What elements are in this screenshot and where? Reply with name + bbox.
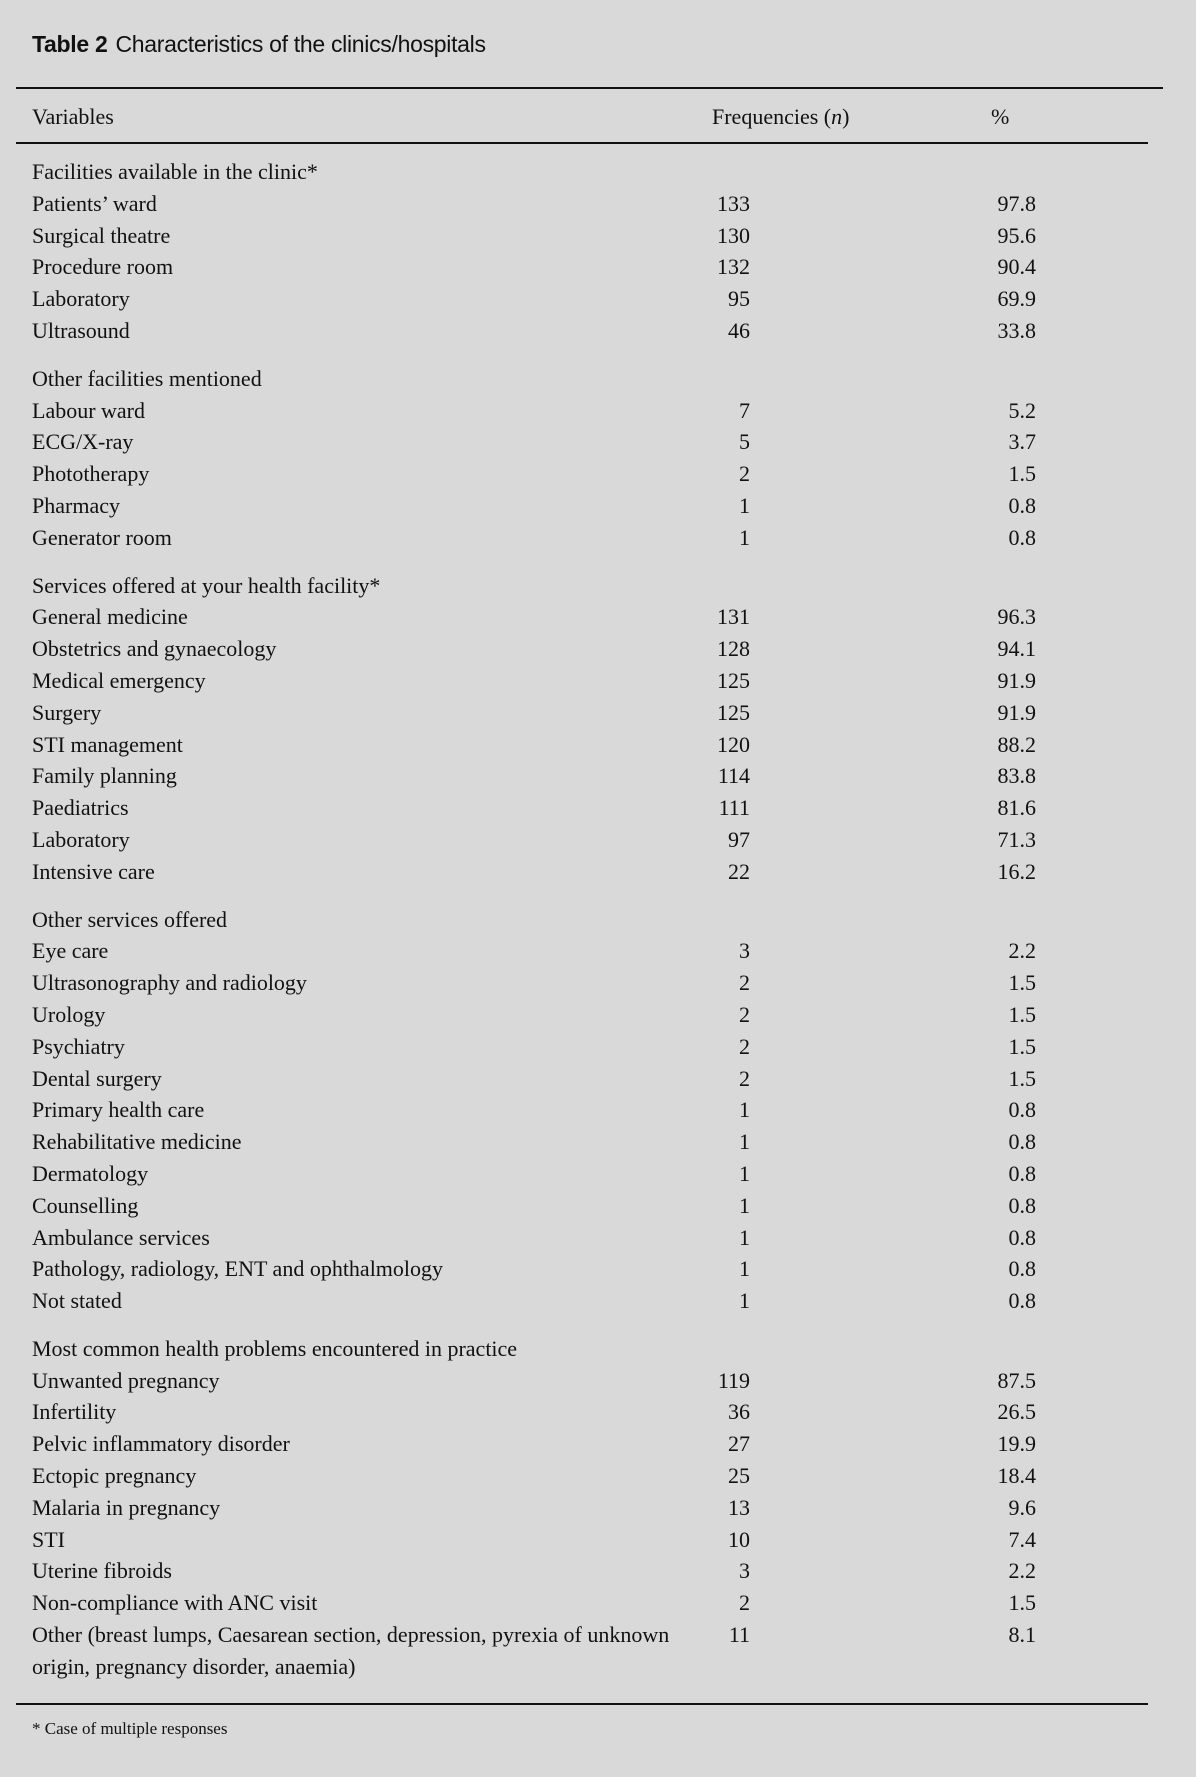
header-frequencies-text: Frequencies ( <box>712 104 832 129</box>
row-percent: 71.3 <box>997 826 1036 852</box>
row-percent: 0.8 <box>1008 1097 1036 1123</box>
row-frequency: 25 <box>728 1463 750 1489</box>
row-label: Pharmacy <box>32 492 120 518</box>
group-heading: Most common health problems encountered in practice <box>32 1335 518 1361</box>
row-frequency: 2 <box>739 461 750 487</box>
row-percent: 0.8 <box>1008 1256 1036 1282</box>
row-label: Counselling <box>32 1192 139 1218</box>
row-frequency: 36 <box>728 1399 750 1425</box>
row-label: Primary health care <box>32 1097 205 1123</box>
group-heading-row <box>0 363 1196 395</box>
row-frequency: 111 <box>718 795 750 821</box>
row-percent: 2.2 <box>1008 938 1036 964</box>
table-group <box>0 363 1196 554</box>
row-frequency: 95 <box>728 286 750 312</box>
table-row <box>0 1253 1196 1285</box>
row-label: Labour ward <box>32 397 146 423</box>
row-frequency: 128 <box>717 636 750 662</box>
row-frequency: 97 <box>728 826 750 852</box>
table-row <box>0 188 1196 220</box>
row-frequency: 10 <box>728 1526 750 1552</box>
table-row <box>0 426 1196 458</box>
row-label: Family planning <box>32 763 177 789</box>
group-heading-row <box>0 1333 1196 1365</box>
row-label: Rehabilitative medicine <box>32 1129 242 1155</box>
row-frequency: 125 <box>717 699 750 725</box>
row-frequency: 7 <box>739 397 750 423</box>
row-frequency: 133 <box>717 190 750 216</box>
row-percent: 96.3 <box>997 604 1036 630</box>
table-row <box>0 490 1196 522</box>
row-percent: 1.5 <box>1008 970 1036 996</box>
row-percent: 5.2 <box>1008 397 1036 423</box>
row-percent: 0.8 <box>1008 524 1036 550</box>
row-frequency: 131 <box>717 604 750 630</box>
table-row <box>0 1396 1196 1428</box>
row-frequency: 2 <box>739 1065 750 1091</box>
row-percent: 3.7 <box>1008 429 1036 455</box>
row-label: Other (breast lumps, Caesarean section, depression, pyrexia of unknown origin, pregnancy disorder, anaemia) <box>32 1622 670 1679</box>
row-label: Psychiatry <box>32 1033 125 1059</box>
table-row <box>0 1063 1196 1095</box>
header-n: n <box>831 104 843 129</box>
row-label: Phototherapy <box>32 461 150 487</box>
footnote: * Case of multiple responses <box>32 1719 228 1738</box>
row-frequency: 3 <box>739 1558 750 1584</box>
table-row <box>0 1190 1196 1222</box>
row-percent: 0.8 <box>1008 1129 1036 1155</box>
table-row <box>0 792 1196 824</box>
row-label: Patients’ ward <box>32 190 157 216</box>
table-row <box>0 760 1196 792</box>
table-row <box>0 824 1196 856</box>
row-percent: 0.8 <box>1008 1160 1036 1186</box>
row-percent: 90.4 <box>997 254 1036 280</box>
table-row <box>0 1285 1196 1317</box>
table-row <box>0 1619 1196 1683</box>
table-row <box>0 665 1196 697</box>
row-percent: 19.9 <box>997 1431 1036 1457</box>
row-label: Malaria in pregnancy <box>32 1494 221 1520</box>
table-row <box>0 1555 1196 1587</box>
row-percent: 8.1 <box>1008 1622 1036 1648</box>
row-frequency: 1 <box>739 1224 750 1250</box>
header-variables: Variables <box>32 104 114 129</box>
row-frequency: 2 <box>739 970 750 996</box>
row-label: Laboratory <box>32 286 130 312</box>
row-percent: 26.5 <box>997 1399 1036 1425</box>
row-label: Infertility <box>32 1399 117 1425</box>
table-row <box>0 315 1196 347</box>
table-row <box>0 729 1196 761</box>
table-row <box>0 1094 1196 1126</box>
table-row <box>0 1126 1196 1158</box>
row-label: Intensive care <box>32 858 155 884</box>
row-frequency: 22 <box>728 858 750 884</box>
table-row <box>0 856 1196 888</box>
table-caption: Characteristics of the clinics/hospitals <box>115 31 486 57</box>
row-label: Uterine fibroids <box>32 1558 172 1584</box>
row-percent: 0.8 <box>1008 1288 1036 1314</box>
table-body <box>0 156 1196 1699</box>
row-label: Dermatology <box>32 1160 149 1186</box>
table-row <box>0 1158 1196 1190</box>
row-frequency: 114 <box>717 763 750 789</box>
row-label: Eye care <box>32 938 109 964</box>
row-label: Ectopic pregnancy <box>32 1463 197 1489</box>
table-row <box>0 967 1196 999</box>
row-frequency: 1 <box>739 1160 750 1186</box>
row-percent: 18.4 <box>997 1463 1036 1489</box>
table-row <box>0 283 1196 315</box>
row-label: Ultrasound <box>32 317 130 343</box>
row-frequency: 132 <box>717 254 750 280</box>
row-label: Dental surgery <box>32 1065 162 1091</box>
table-row <box>0 697 1196 729</box>
table-row <box>0 220 1196 252</box>
row-percent: 1.5 <box>1008 1001 1036 1027</box>
table-row <box>0 251 1196 283</box>
group-heading-row <box>0 904 1196 936</box>
row-frequency: 5 <box>739 429 750 455</box>
row-label: STI <box>32 1526 65 1552</box>
row-label: Urology <box>32 1001 106 1027</box>
header-percent: % <box>991 104 1010 129</box>
row-frequency: 119 <box>717 1367 750 1393</box>
table-row <box>0 1492 1196 1524</box>
row-percent: 9.6 <box>1008 1494 1036 1520</box>
row-frequency: 1 <box>739 492 750 518</box>
row-frequency: 1 <box>739 524 750 550</box>
table-row <box>0 1222 1196 1254</box>
row-percent: 16.2 <box>997 858 1036 884</box>
row-frequency: 120 <box>717 731 750 757</box>
row-percent: 2.2 <box>1008 1558 1036 1584</box>
table-title <box>32 31 486 58</box>
row-frequency: 46 <box>728 317 750 343</box>
row-percent: 81.6 <box>997 795 1036 821</box>
table-row <box>0 935 1196 967</box>
group-heading: Other facilities mentioned <box>32 365 262 391</box>
row-frequency: 2 <box>739 1001 750 1027</box>
row-percent: 33.8 <box>997 317 1036 343</box>
row-percent: 95.6 <box>997 222 1036 248</box>
group-heading: Services offered at your health facility* <box>32 572 381 598</box>
bottom-rule <box>16 1703 1148 1705</box>
row-frequency: 125 <box>717 667 750 693</box>
row-label: Ambulance services <box>32 1224 210 1250</box>
row-label: Paediatrics <box>32 795 129 821</box>
row-percent: 69.9 <box>997 286 1036 312</box>
row-percent: 88.2 <box>997 731 1036 757</box>
row-percent: 0.8 <box>1008 1192 1036 1218</box>
row-label: Surgery <box>32 699 102 725</box>
group-heading-row <box>0 570 1196 602</box>
row-frequency: 27 <box>728 1431 750 1457</box>
row-label: Generator room <box>32 524 172 550</box>
group-heading: Facilities available in the clinic* <box>32 159 318 184</box>
table-row <box>0 1365 1196 1397</box>
row-label: Not stated <box>32 1288 122 1314</box>
row-label: Non-compliance with ANC visit <box>32 1590 318 1616</box>
header-frequencies <box>712 102 849 132</box>
row-frequency: 1 <box>739 1129 750 1155</box>
table-group <box>0 904 1196 1317</box>
row-percent: 1.5 <box>1008 1065 1036 1091</box>
row-frequency: 2 <box>739 1590 750 1616</box>
table-row <box>0 522 1196 554</box>
header-paren: ) <box>842 104 850 129</box>
table-row <box>0 633 1196 665</box>
row-label: ECG/X-ray <box>32 429 134 455</box>
top-rule <box>16 87 1163 89</box>
table-group <box>0 156 1196 347</box>
row-percent: 91.9 <box>997 667 1036 693</box>
table-group <box>0 1333 1196 1683</box>
row-frequency: 1 <box>739 1256 750 1282</box>
row-frequency: 1 <box>739 1192 750 1218</box>
row-percent: 1.5 <box>1008 1033 1036 1059</box>
row-label: Unwanted pregnancy <box>32 1367 220 1393</box>
row-percent: 83.8 <box>997 763 1036 789</box>
row-percent: 97.8 <box>997 190 1036 216</box>
table-row <box>0 1524 1196 1556</box>
table-row <box>0 601 1196 633</box>
header-rule <box>16 142 1148 144</box>
row-frequency: 3 <box>739 938 750 964</box>
table-group <box>0 570 1196 888</box>
row-frequency: 13 <box>728 1494 750 1520</box>
table-row <box>0 458 1196 490</box>
row-frequency: 11 <box>728 1622 750 1648</box>
row-percent: 1.5 <box>1008 461 1036 487</box>
row-frequency: 130 <box>717 222 750 248</box>
group-heading: Other services offered <box>32 906 228 932</box>
row-frequency: 2 <box>739 1033 750 1059</box>
row-label: Procedure room <box>32 254 174 280</box>
row-label: Surgical theatre <box>32 222 171 248</box>
table-row <box>0 1587 1196 1619</box>
group-heading-row <box>0 156 1196 188</box>
row-frequency: 1 <box>739 1288 750 1314</box>
row-frequency: 1 <box>739 1097 750 1123</box>
row-label: Ultrasonography and radiology <box>32 970 307 996</box>
row-label: Obstetrics and gynaecology <box>32 636 277 662</box>
table-row <box>0 395 1196 427</box>
row-label: Pelvic inflammatory disorder <box>32 1431 290 1457</box>
row-percent: 7.4 <box>1008 1526 1036 1552</box>
table-label: Table 2 <box>32 31 108 57</box>
row-percent: 0.8 <box>1008 492 1036 518</box>
table-row <box>0 1460 1196 1492</box>
row-label: Medical emergency <box>32 667 206 693</box>
row-label: STI management <box>32 731 183 757</box>
row-percent: 0.8 <box>1008 1224 1036 1250</box>
row-percent: 1.5 <box>1008 1590 1036 1616</box>
row-percent: 91.9 <box>997 699 1036 725</box>
table-row <box>0 999 1196 1031</box>
row-percent: 87.5 <box>997 1367 1036 1393</box>
row-label: Laboratory <box>32 826 130 852</box>
table-row <box>0 1428 1196 1460</box>
table-row <box>0 1031 1196 1063</box>
row-label: Pathology, radiology, ENT and ophthalmology <box>32 1256 444 1282</box>
row-percent: 94.1 <box>997 636 1036 662</box>
row-label: General medicine <box>32 604 188 630</box>
